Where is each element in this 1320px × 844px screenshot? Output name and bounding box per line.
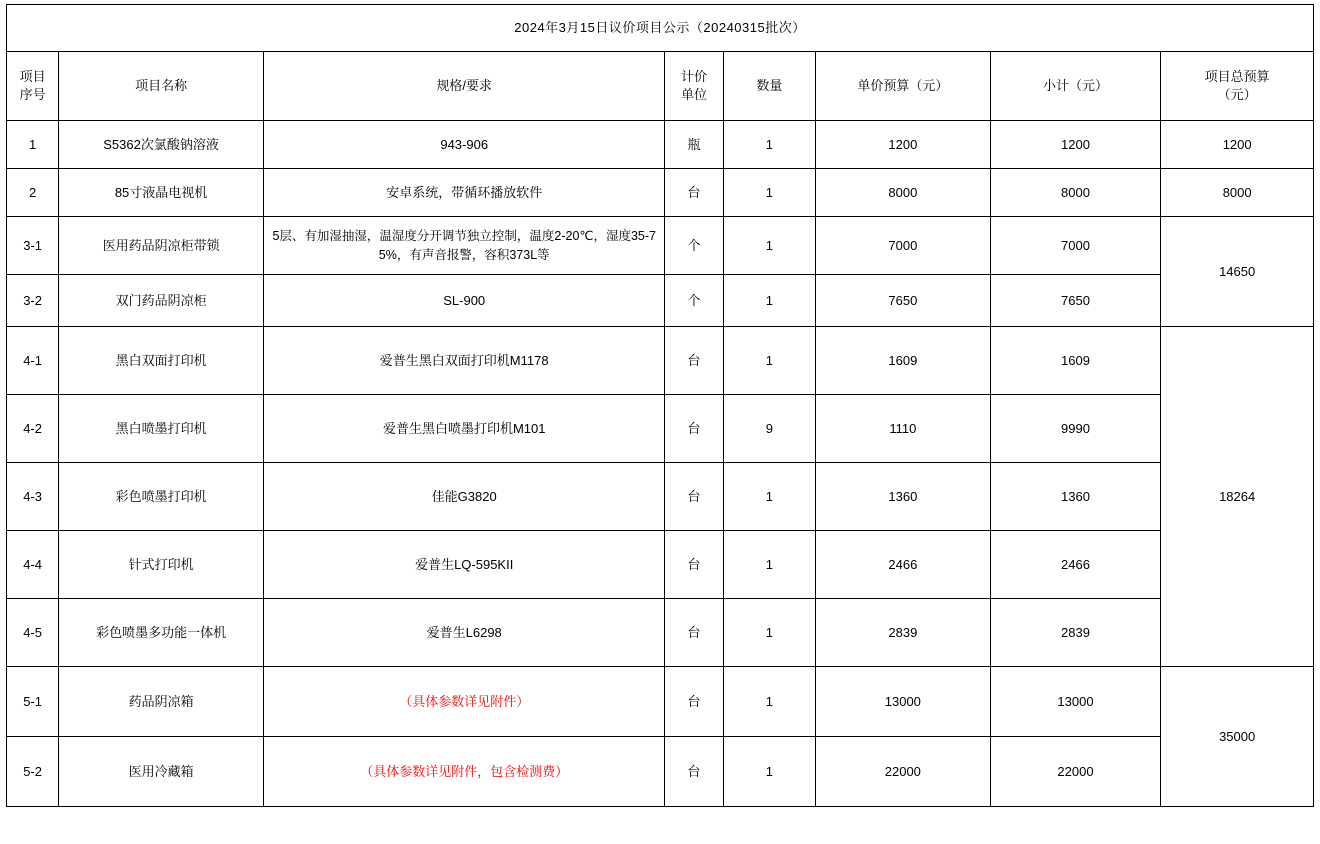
row-quantity: 1	[723, 463, 815, 531]
column-header-6: 小计（元）	[990, 52, 1161, 121]
row-seq: 4-5	[7, 599, 59, 667]
row-subtotal: 7000	[990, 217, 1161, 275]
column-header-5: 单价预算（元）	[816, 52, 991, 121]
row-subtotal: 1360	[990, 463, 1161, 531]
row-spec: 爱普生黑白双面打印机M1178	[263, 327, 665, 395]
row-unit-price: 7000	[816, 217, 991, 275]
row-unit: 台	[665, 327, 723, 395]
row-unit-price: 1609	[816, 327, 991, 395]
row-item-name: 黑白双面打印机	[59, 327, 264, 395]
row-unit-price: 1200	[816, 121, 991, 169]
row-unit: 台	[665, 463, 723, 531]
row-unit: 台	[665, 599, 723, 667]
price-announcement-table	[6, 4, 1314, 807]
row-seq: 3-2	[7, 275, 59, 327]
row-subtotal: 22000	[990, 737, 1161, 807]
row-seq: 4-2	[7, 395, 59, 463]
row-subtotal: 1200	[990, 121, 1161, 169]
row-subtotal: 9990	[990, 395, 1161, 463]
column-header-7: 项目总预算 （元）	[1161, 52, 1314, 121]
row-quantity: 1	[723, 667, 815, 737]
row-seq: 2	[7, 169, 59, 217]
row-quantity: 1	[723, 737, 815, 807]
row-unit-price: 7650	[816, 275, 991, 327]
column-header-0: 项目 序号	[7, 52, 59, 121]
row-unit: 瓶	[665, 121, 723, 169]
row-item-name: S5362次氯酸钠溶液	[59, 121, 264, 169]
column-header-2: 规格/要求	[263, 52, 665, 121]
table-row	[7, 531, 1314, 599]
row-unit: 台	[665, 737, 723, 807]
column-header-3: 计价 单位	[665, 52, 723, 121]
column-header-4: 数量	[723, 52, 815, 121]
table-body	[7, 5, 1314, 807]
table-row	[7, 463, 1314, 531]
row-item-name: 双门药品阴凉柜	[59, 275, 264, 327]
row-unit-price: 2839	[816, 599, 991, 667]
row-item-name: 针式打印机	[59, 531, 264, 599]
table-row	[7, 121, 1314, 169]
row-seq: 4-1	[7, 327, 59, 395]
row-seq: 4-3	[7, 463, 59, 531]
row-unit-price: 1360	[816, 463, 991, 531]
row-subtotal: 8000	[990, 169, 1161, 217]
row-project-total: 35000	[1161, 667, 1314, 807]
row-project-total: 8000	[1161, 169, 1314, 217]
row-seq: 3-1	[7, 217, 59, 275]
table-row	[7, 737, 1314, 807]
row-unit-price: 22000	[816, 737, 991, 807]
row-unit-price: 2466	[816, 531, 991, 599]
row-subtotal: 7650	[990, 275, 1161, 327]
table-row	[7, 217, 1314, 275]
row-unit-price: 13000	[816, 667, 991, 737]
row-item-name: 医用药品阴凉柜带锁	[59, 217, 264, 275]
row-quantity: 1	[723, 599, 815, 667]
row-unit: 个	[665, 217, 723, 275]
row-subtotal: 2466	[990, 531, 1161, 599]
title-row	[7, 5, 1314, 52]
row-spec: SL-900	[263, 275, 665, 327]
row-quantity: 1	[723, 169, 815, 217]
row-spec: 爱普生L6298	[263, 599, 665, 667]
row-quantity: 1	[723, 121, 815, 169]
row-quantity: 9	[723, 395, 815, 463]
table-row	[7, 327, 1314, 395]
row-spec: 安卓系统，带循环播放软件	[263, 169, 665, 217]
row-seq: 5-2	[7, 737, 59, 807]
row-unit: 台	[665, 395, 723, 463]
row-spec: （具体参数详见附件）	[263, 667, 665, 737]
row-quantity: 1	[723, 217, 815, 275]
row-spec: 爱普生黑白喷墨打印机M101	[263, 395, 665, 463]
row-spec: 爱普生LQ-595KII	[263, 531, 665, 599]
row-unit: 台	[665, 531, 723, 599]
table-row	[7, 275, 1314, 327]
row-spec: （具体参数详见附件，包含检测费）	[263, 737, 665, 807]
row-unit-price: 1110	[816, 395, 991, 463]
row-spec: 943-906	[263, 121, 665, 169]
document-title: 2024年3月15日议价项目公示（20240315批次）	[7, 5, 1314, 52]
row-quantity: 1	[723, 531, 815, 599]
row-project-total: 18264	[1161, 327, 1314, 667]
row-item-name: 85寸液晶电视机	[59, 169, 264, 217]
row-item-name: 彩色喷墨打印机	[59, 463, 264, 531]
table-row	[7, 395, 1314, 463]
row-subtotal: 1609	[990, 327, 1161, 395]
row-item-name: 医用冷藏箱	[59, 737, 264, 807]
row-project-total: 1200	[1161, 121, 1314, 169]
row-subtotal: 2839	[990, 599, 1161, 667]
row-item-name: 彩色喷墨多功能一体机	[59, 599, 264, 667]
row-seq: 5-1	[7, 667, 59, 737]
row-quantity: 1	[723, 327, 815, 395]
row-subtotal: 13000	[990, 667, 1161, 737]
column-header-1: 项目名称	[59, 52, 264, 121]
table-row	[7, 667, 1314, 737]
row-quantity: 1	[723, 275, 815, 327]
row-item-name: 黑白喷墨打印机	[59, 395, 264, 463]
row-seq: 1	[7, 121, 59, 169]
header-row	[7, 52, 1314, 121]
row-unit: 个	[665, 275, 723, 327]
row-spec: 5层、有加湿抽湿，温湿度分开调节独立控制，温度2-20℃，湿度35-75%，有声音报警，容积373L等	[263, 217, 665, 275]
row-unit: 台	[665, 169, 723, 217]
row-unit: 台	[665, 667, 723, 737]
table-row	[7, 599, 1314, 667]
row-unit-price: 8000	[816, 169, 991, 217]
row-project-total: 14650	[1161, 217, 1314, 327]
row-spec: 佳能G3820	[263, 463, 665, 531]
row-item-name: 药品阴凉箱	[59, 667, 264, 737]
table-row	[7, 169, 1314, 217]
row-seq: 4-4	[7, 531, 59, 599]
